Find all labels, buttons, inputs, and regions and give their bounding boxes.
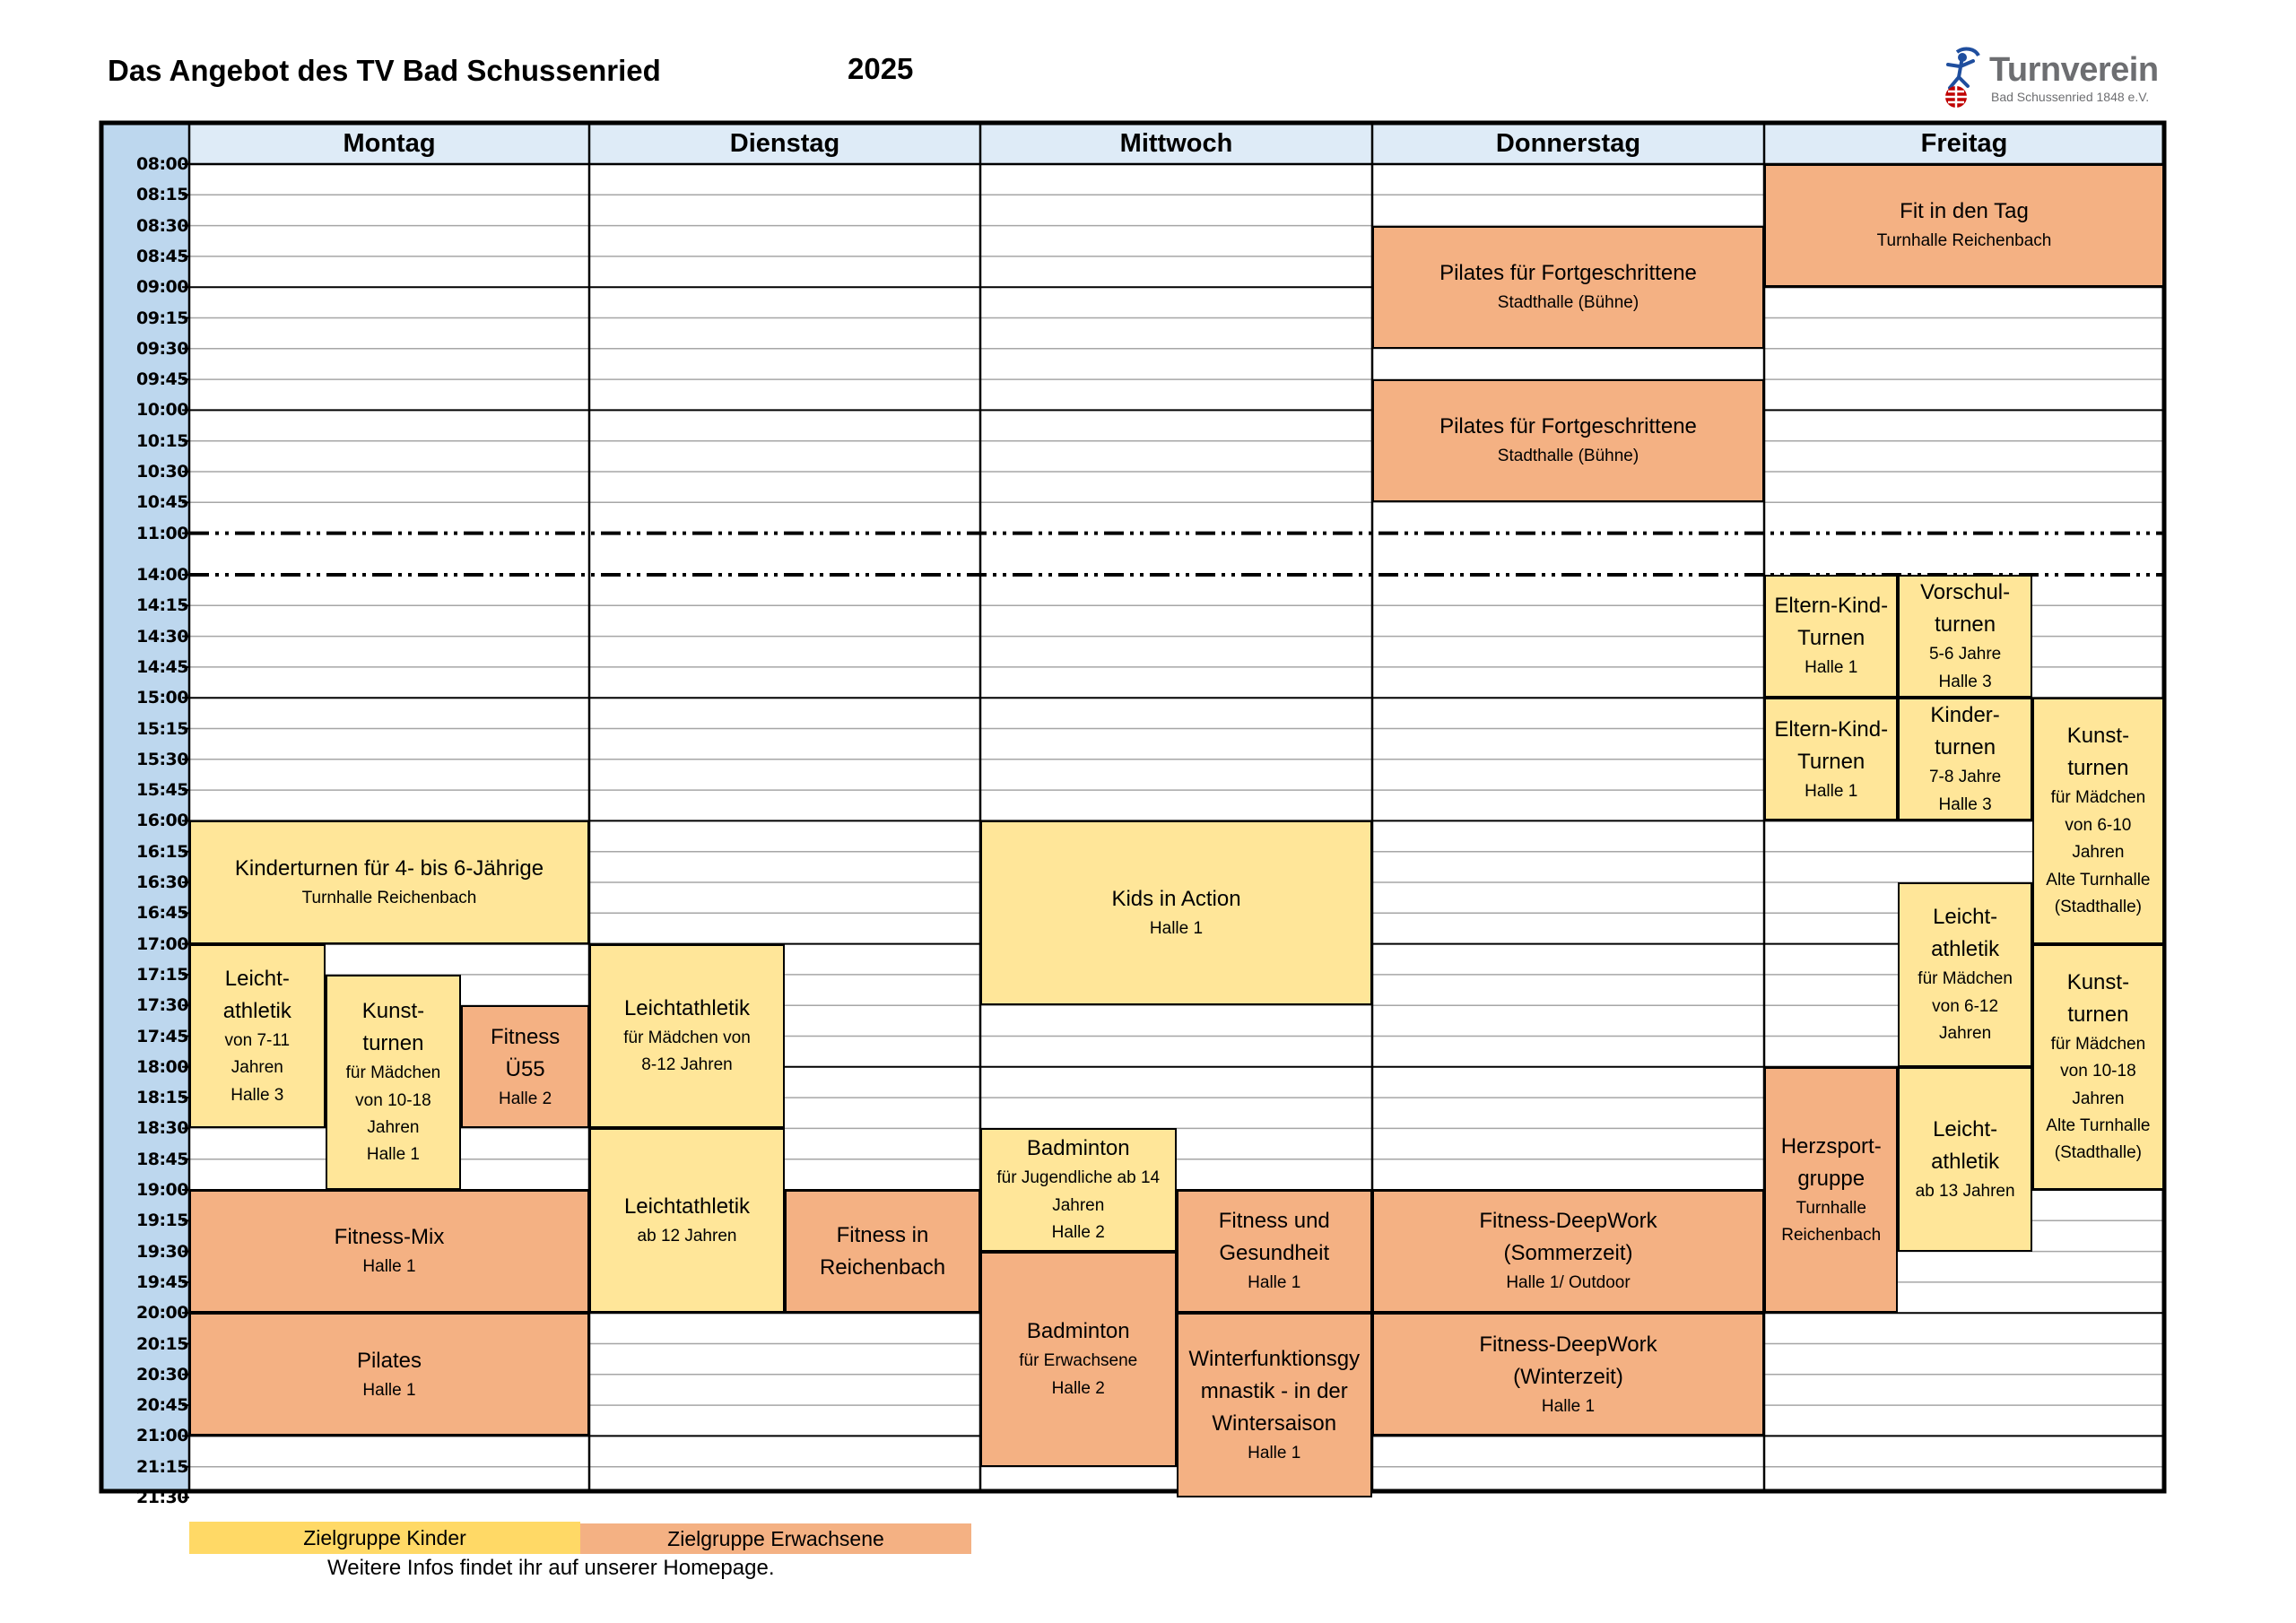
class-location: 7-8 Jahre Halle 3 [1928, 768, 2002, 814]
class-title: Fitness Ü55 [490, 1024, 561, 1081]
class-location: für Erwachsene Halle 2 [1019, 1351, 1138, 1398]
class-title: Fitness und Gesundheit [1218, 1209, 1330, 1266]
class-title: Leicht- athletik [1931, 1116, 2000, 1174]
class-location: Halle 1 [362, 1380, 416, 1400]
time-label: 16:15 [136, 841, 188, 862]
class-block [189, 1313, 589, 1436]
time-label: 17:30 [136, 995, 188, 1016]
time-label: 19:15 [136, 1211, 188, 1231]
class-title: Kids in Action [1111, 887, 1241, 912]
class-title: Pilates für Fortgeschrittene [1439, 260, 1697, 285]
time-label: 21:00 [136, 1426, 188, 1446]
class-block [980, 1252, 1177, 1467]
class-title: Badminton [1026, 1136, 1130, 1161]
class-block [1898, 698, 2031, 820]
class-location: für Mädchen von 10-18 Jahren Halle 1 [345, 1063, 441, 1165]
time-label: 19:45 [136, 1271, 188, 1292]
class-title: Kunst- turnen [2066, 724, 2130, 781]
time-label: 18:45 [136, 1149, 188, 1169]
class-title: Fitness-Mix [334, 1225, 445, 1250]
time-label: 14:30 [136, 626, 188, 647]
class-title: Pilates für Fortgeschrittene [1439, 414, 1697, 439]
time-label: 17:00 [136, 933, 188, 954]
time-label: 20:00 [136, 1303, 188, 1324]
class-block [980, 820, 1372, 1005]
class-title: Herzsport- gruppe [1780, 1133, 1882, 1191]
class-block [980, 1128, 1177, 1251]
class-block [1372, 379, 1764, 502]
class-block [326, 975, 462, 1190]
class-title: Eltern-Kind- Turnen [1774, 716, 1889, 774]
class-title: Leichtathletik [623, 996, 751, 1021]
time-label: 15:15 [136, 718, 188, 739]
class-location: Halle 2 [499, 1089, 552, 1108]
class-title: Fitness in Reichenbach [819, 1222, 946, 1280]
class-title: Fitness-DeepWork (Sommerzeit) [1479, 1209, 1657, 1266]
class-block [1372, 1190, 1764, 1313]
time-label: 11:00 [136, 523, 188, 543]
day-header: Freitag [1920, 128, 2008, 158]
time-label: 10:00 [136, 400, 188, 421]
time-label: 08:00 [136, 154, 188, 174]
class-block [1177, 1313, 1373, 1497]
time-label: 20:45 [136, 1395, 188, 1416]
time-label: 15:45 [136, 780, 188, 801]
time-label: 15:00 [136, 688, 188, 708]
class-location: Halle 1 [1805, 658, 1858, 678]
time-label: 14:45 [136, 656, 188, 677]
class-title: Winterfunktionsgy mnastik - in der Wintersaison [1188, 1346, 1361, 1436]
class-location: für Mädchen von 8-12 Jahren [623, 1028, 751, 1075]
class-title: Kunst- turnen [2066, 969, 2130, 1027]
time-label: 09:15 [136, 308, 188, 328]
time-label: 09:00 [136, 277, 188, 298]
legend-kids: Zielgruppe Kinder [189, 1522, 580, 1554]
class-location: 5-6 Jahre Halle 3 [1928, 645, 2002, 691]
time-label: 17:15 [136, 964, 188, 985]
class-block [461, 1005, 589, 1128]
day-header: Mittwoch [1119, 128, 1233, 158]
time-label: 10:30 [136, 462, 188, 482]
class-block [589, 1128, 785, 1313]
class-block [2032, 698, 2164, 943]
class-title: Kinderturnen für 4- bis 6-Jährige [234, 855, 544, 881]
class-block [1764, 575, 1898, 698]
class-title: Leicht- athletik [222, 966, 291, 1023]
class-location: Turnhalle Reichenbach [1781, 1198, 1882, 1245]
day-header: Montag [343, 128, 436, 158]
time-label: 16:45 [136, 903, 188, 924]
class-block [1177, 1190, 1373, 1313]
time-label: 10:15 [136, 430, 188, 451]
time-label: 10:45 [136, 492, 188, 513]
page-title: Das Angebot des TV Bad Schussenried [108, 54, 661, 87]
class-title: Leichtathletik [623, 1194, 751, 1219]
class-location: Halle 1 [1248, 1443, 1301, 1462]
class-title: Kunst- turnen [361, 999, 425, 1056]
year-label: 2025 [848, 52, 914, 85]
class-title: Fit in den Tag [1900, 199, 2029, 224]
class-location: Turnhalle Reichenbach [1876, 231, 2052, 251]
class-block [1898, 882, 2031, 1067]
logo-subtitle: Bad Schussenried 1848 e.V. [1991, 90, 2150, 104]
time-label: 15:30 [136, 749, 188, 769]
day-header: Donnerstag [1495, 128, 1641, 158]
time-label: 19:00 [136, 1180, 188, 1200]
class-location: für Mädchen von 10-18 Jahren Alte Turnhalle (Stadthalle) [2046, 1034, 2151, 1163]
time-label: 09:45 [136, 369, 188, 390]
class-location: Halle 1 [362, 1257, 416, 1277]
time-label: 08:30 [136, 215, 188, 236]
class-title: Eltern-Kind- Turnen [1774, 594, 1889, 651]
class-location: Halle 1 [1248, 1273, 1301, 1293]
class-block [1898, 1067, 2031, 1252]
class-location: Halle 1/ Outdoor [1506, 1273, 1631, 1293]
footnote: Weitere Infos findet ihr auf unserer Homepage. [327, 1556, 775, 1580]
time-label: 14:15 [136, 595, 188, 616]
time-label: 19:30 [136, 1241, 188, 1262]
legend-adults: Zielgruppe Erwachsene [580, 1523, 971, 1554]
time-label: 16:00 [136, 811, 188, 831]
class-block [1898, 575, 2031, 698]
class-location: ab 12 Jahren [637, 1227, 737, 1246]
time-label: 20:30 [136, 1364, 188, 1384]
time-label: 18:00 [136, 1056, 188, 1077]
time-label: 21:15 [136, 1456, 188, 1477]
time-label: 18:30 [136, 1118, 188, 1139]
class-block [785, 1190, 980, 1313]
class-location: von 7-11 Jahren Halle 3 [224, 1030, 291, 1105]
class-title: Kinder- turnen [1930, 703, 2000, 760]
class-location: ab 13 Jahren [1915, 1181, 2015, 1201]
time-label: 20:15 [136, 1333, 188, 1354]
class-block [189, 820, 589, 943]
class-title: Fitness-DeepWork (Winterzeit) [1479, 1332, 1657, 1389]
time-label: 08:15 [136, 185, 188, 205]
class-title: Leicht- athletik [1931, 905, 2000, 962]
class-location: Stadthalle (Bühne) [1497, 447, 1639, 466]
time-label: 18:15 [136, 1088, 188, 1108]
logo-name: Turnverein [1989, 51, 2159, 89]
day-header: Dienstag [729, 128, 840, 158]
class-block [1764, 164, 2164, 287]
class-location: Halle 1 [1541, 1396, 1596, 1416]
time-label: 14:00 [136, 565, 188, 585]
class-block [1764, 698, 1898, 820]
class-location: Halle 1 [1149, 919, 1204, 939]
class-title: Pilates [356, 1348, 422, 1373]
class-location: für Jugendliche ab 14 Jahren Halle 2 [996, 1168, 1161, 1243]
time-label: 17:45 [136, 1026, 188, 1046]
class-location: Halle 1 [1805, 781, 1858, 801]
class-location: für Mädchen von 6-12 Jahren [1918, 969, 2013, 1044]
class-block [189, 1190, 589, 1313]
class-block [189, 944, 326, 1129]
time-label: 16:30 [136, 872, 188, 892]
class-block [1764, 1067, 1898, 1313]
class-location: Stadthalle (Bühne) [1497, 292, 1639, 312]
class-block [1372, 1313, 1764, 1436]
time-label: 08:45 [136, 246, 188, 266]
class-block [589, 944, 785, 1129]
class-title: Vorschul- turnen [1920, 580, 2011, 638]
class-location: für Mädchen von 6-10 Jahren Alte Turnhalle (Stadthalle) [2046, 788, 2151, 916]
class-block [2032, 944, 2164, 1190]
class-block [1372, 226, 1764, 349]
time-label: 21:30 [136, 1488, 188, 1507]
class-title: Badminton [1026, 1319, 1130, 1344]
time-label: 09:30 [136, 338, 188, 359]
class-location: Turnhalle Reichenbach [301, 888, 477, 907]
